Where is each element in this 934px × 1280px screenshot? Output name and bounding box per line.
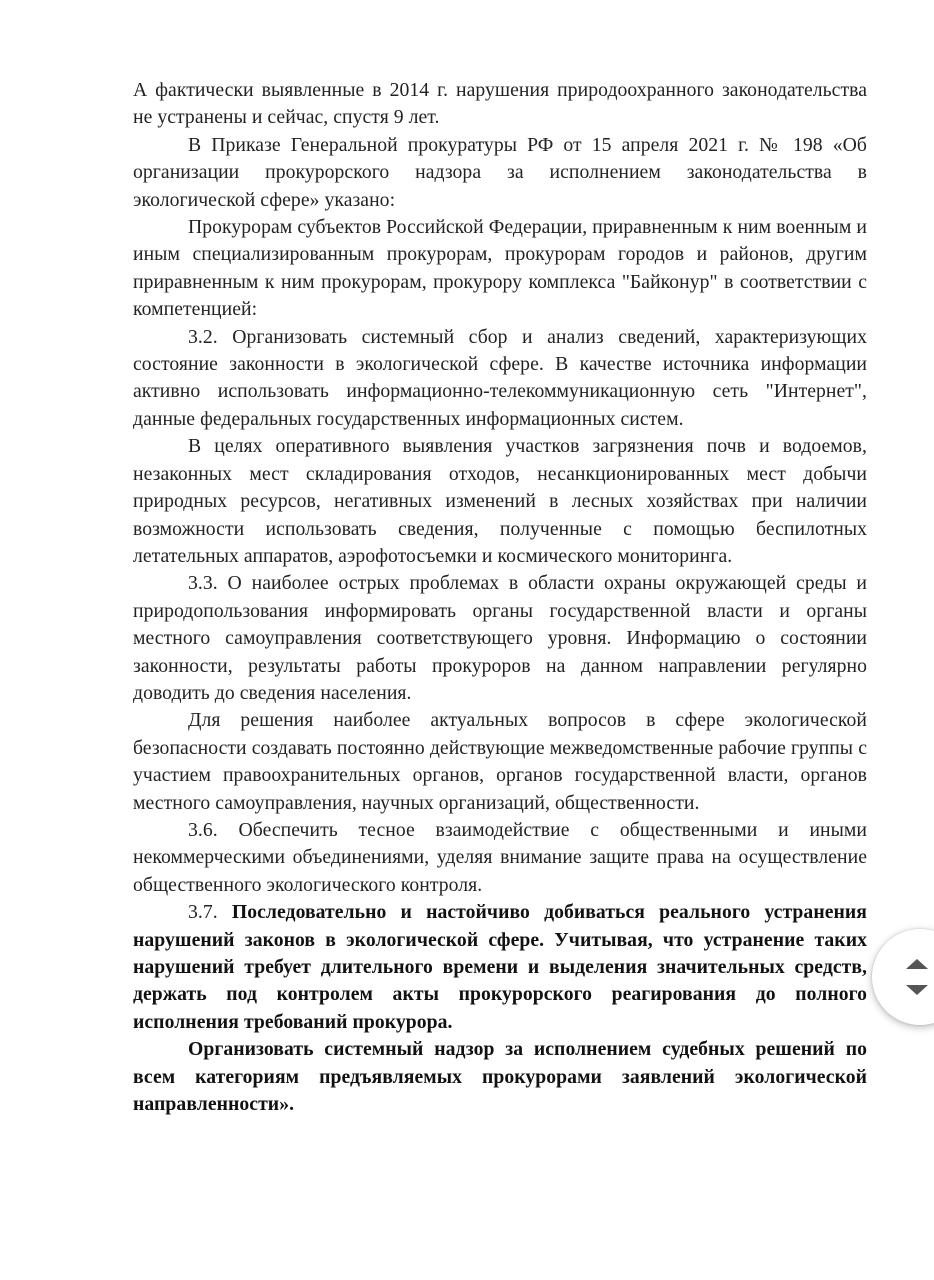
paragraph-7: Для решения наиболее актуальных вопросов в сфере экологической безопасности создавать постоянно действующие межведомственные рабочие группы с участием правоохранительных органов, органов государственной власти, органов местного самоуправления, научных организаций, общественности. [133, 709, 867, 814]
page-scroll-control[interactable] [872, 929, 934, 1025]
paragraph-1: А фактически выявленные в 2014 г. нарушения природоохранного законодательства не устранены и сейчас, спустя 9 лет. [133, 79, 867, 129]
paragraph-6: 3.3. О наиболее острых проблемах в области охраны окружающей среды и природопользования информировать органы государственной власти и органы местного самоуправления соответствующего уровня. Информацию о состоянии законности, результаты работы прокуроров на данном направлении регулярно доводить до сведения населения. [133, 572, 867, 704]
paragraph-5: В целях оперативного выявления участков загрязнения почв и водоемов, незаконных мест складирования отходов, несанкционированных мест добычи природных ресурсов, негативных изменений в лесных хозяйствах при наличии возможности использовать сведения, полученные с помощью беспилотных летательных аппаратов, аэрофотосъемки и космического мониторинга. [133, 435, 867, 567]
document-page [133, 77, 867, 1118]
paragraph-2: В Приказе Генеральной прокуратуры РФ от 15 апреля 2021 г. № 198 «Об организации прокурорского надзора за исполнением законодательства в экологической сфере» указано: [133, 133, 867, 211]
paragraph-4: 3.2. Организовать системный сбор и анализ сведений, характеризующих состояние законности в экологической сфере. В качестве источника информации активно использовать информационно-телекоммуникационную сеть "Интернет", данные федеральных государственных информационных систем. [133, 325, 867, 430]
triangle-down-icon[interactable] [906, 985, 928, 995]
paragraph-8: 3.6. Обеспечить тесное взаимодействие с общественными и иными некоммерческими объединениями, уделяя внимание защите права на осуществление общественного экологического контроля. [133, 818, 867, 896]
paragraph-9 [133, 899, 867, 1036]
paragraph-9-bold-text: Последовательно и настойчиво добиваться реального устранения нарушений законов в экологической сфере. Учитывая, что устранение таких нарушений требует длительного времени и выделения значительных средств, держать под контролем акты прокурорского реагирования до полного исполнения требований прокурора. [133, 901, 867, 1033]
paragraph-9-number: 3.7. [188, 901, 232, 924]
triangle-up-icon[interactable] [906, 959, 928, 969]
paragraph-10: Организовать системный надзор за исполнением судебных решений по всем категориям предъявляемых прокурорами заявлений экологической направленности». [133, 1038, 867, 1116]
paragraph-3: Прокурорам субъектов Российской Федерации, приравненным к ним военным и иным специализированным прокурорам, прокурорам городов и районов, другим приравненным к ним прокурорам, прокурору комплекса "Байконур" в соответствии с компетенцией: [133, 216, 867, 321]
